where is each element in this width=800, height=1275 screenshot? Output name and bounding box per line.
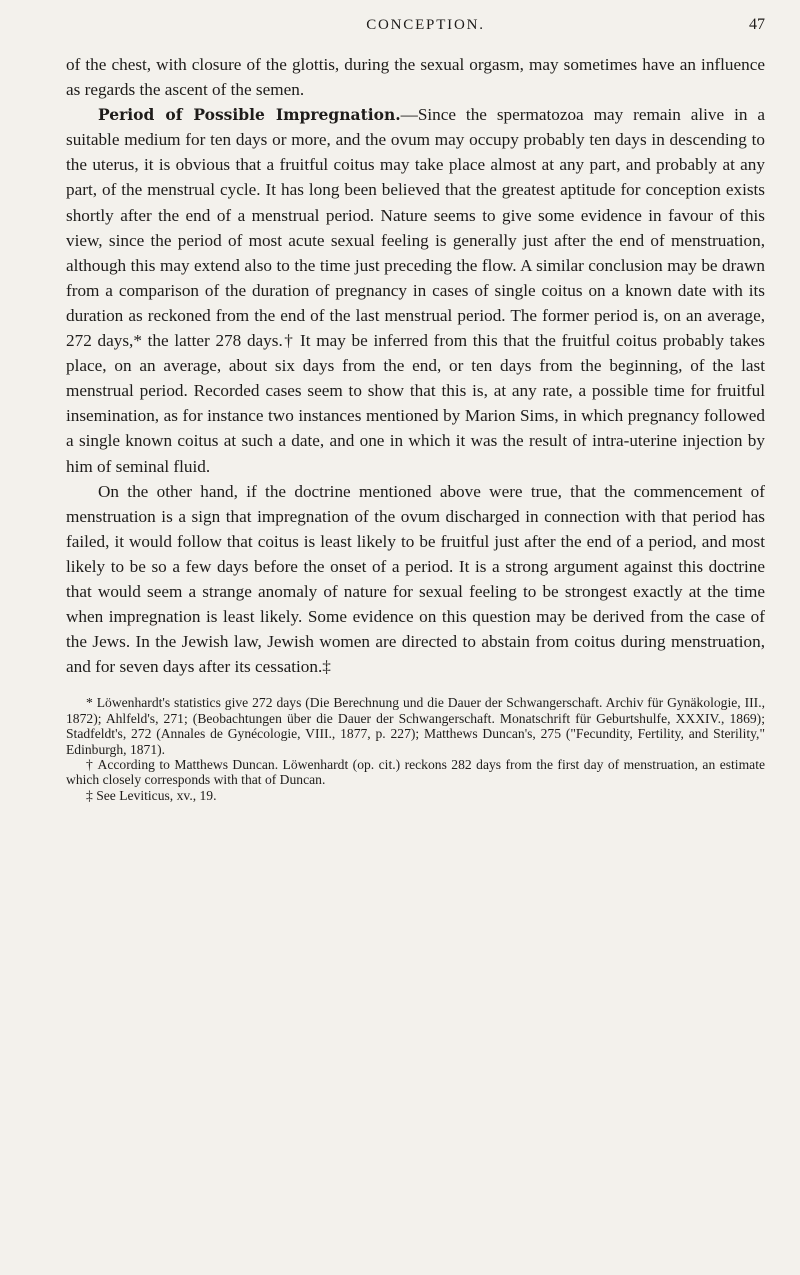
paragraph-3: On the other hand, if the doctrine mentioned above were true, that the commencement of menstruation is a sign that impregnation of the ovum discharged in connection with that period has failed, it would follow that coitus is least likely to be fruitful just after the end of a period, and most likely to be so a few days before the onset of a period. It is a strong argument against this doctrine that would seem a strange anomaly of nature for sexual feeling to be strongest exactly at the time when impregnation is least likely. Some evidence on this question may be derived from the case of the Jews. In the Jewish law, Jewish women are directed to abstain from coitus during menstruation, and for seven days after its cessation.‡	[66, 481, 765, 677]
paragraph-2-text: —Since the spermatozoa may remain alive in a suitable medium for ten days or more, and the ovum may occupy probably ten days in descending to the uterus, it is obvious that a fruitful coitus may take place almost at any part, and probably at any part, of the menstrual cycle. It has long been believed that the greatest aptitude for conception exists shortly after the end of a menstrual period. Nature seems to give some evidence in favour of this view, since the period of most acute sexual feeling is generally just after the end of menstruation, although this may extend also to the time just preceding the flow. A similar conclusion may be drawn from a comparison of the duration of pregnancy in cases of single coitus on a known date with its duration as reckoned from the end of the last menstrual period. The former period is, on an average, 272 days,* the latter 278 days.† It may be inferred from this that the fruitful coitus probably takes place, on an average, about six days from the end, or ten days from the beginning, of the last menstrual period. Recorded cases seem to show that this is, at any rate, a possible time for fruitful insemination, as for instance two instances mentioned by Marion Sims, in which pregnancy followed a single known coitus at such a date, and one in which it was the result of intra-uterine injection by him of seminal fluid.	[66, 105, 765, 476]
section-heading: Period of Possible Impregnation.	[98, 105, 401, 125]
paragraph-1: of the chest, with closure of the glottis, during the sexual orgasm, may sometimes have an influence as regards the ascent of the semen.	[66, 55, 765, 100]
running-title: CONCEPTION.	[366, 17, 485, 33]
body-text	[66, 52, 765, 679]
page-header	[66, 16, 765, 34]
footnote-2: † According to Matthews Duncan. Löwenhardt (op. cit.) reckons 282 days from the first day of menstruation, an estimate which closely corresponds with that of Duncan.	[66, 756, 765, 788]
paragraph-2	[66, 102, 765, 478]
footnotes	[66, 695, 765, 803]
footnote-3: ‡ See Leviticus, xv., 19.	[86, 787, 217, 803]
page-number: 47	[749, 16, 765, 33]
footnote-1: * Löwenhardt's statistics give 272 days (Die Berechnung und die Dauer der Schwangerschaft. Archiv für Gynäkologie, III., 1872); Ahlfeld's, 271; (Beobachtungen über die Dauer der Schwangerschaft. Monatschrift für Geburtshulfe, XXXIV., 1869); Stadfeldt's, 272 (Annales de Gynécologie, VIII., 1877, p. 227); Matthews Duncan's, 275 ("Fecundity, Fertility, and Sterility," Edinburgh, 1871).	[66, 695, 765, 757]
